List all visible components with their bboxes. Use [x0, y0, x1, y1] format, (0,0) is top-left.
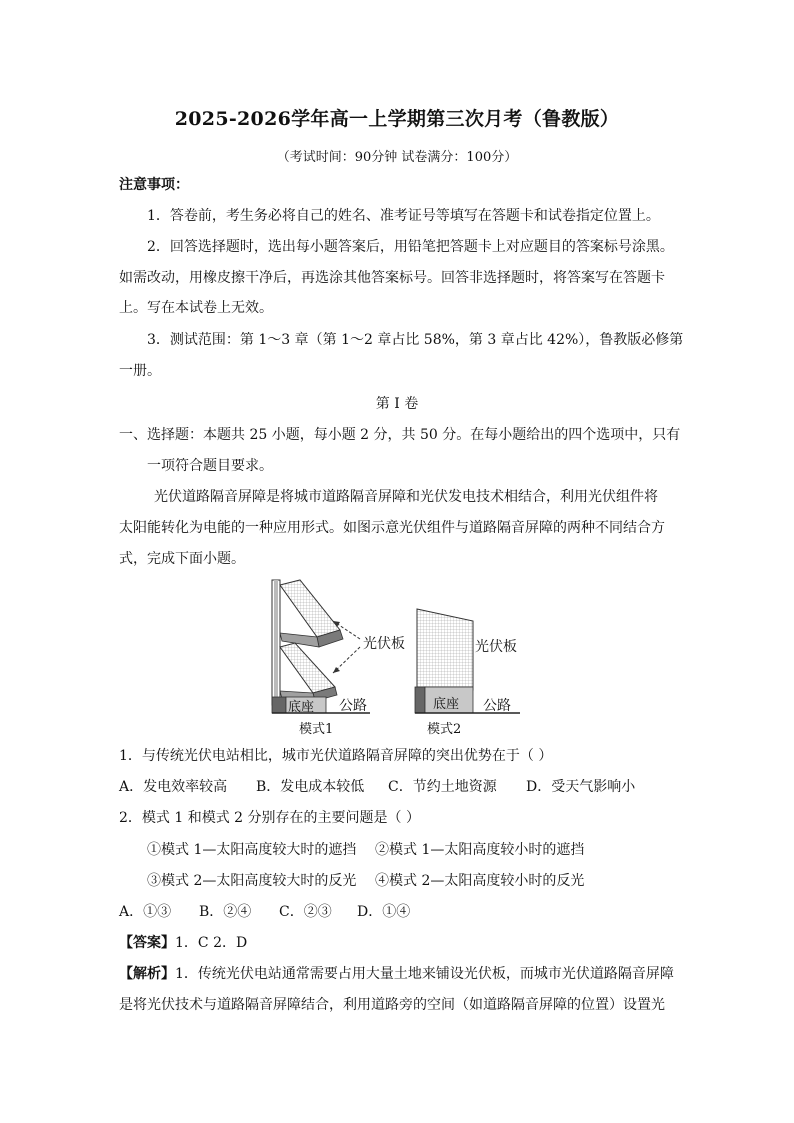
notice-item: 一册。 [119, 363, 161, 379]
statement-4: ④模式 2—太阳高度较小时的反光 [375, 873, 585, 889]
question-2-statements [147, 871, 584, 891]
analysis-label: 【解析】 [119, 966, 175, 982]
answer-label: 【答案】 [119, 935, 175, 951]
option-b: B．发电成本较低 [256, 779, 365, 795]
label-base: 底座 [433, 697, 460, 712]
caption-mode-2: 模式2 [427, 722, 462, 737]
notice-item: 如需改动，用橡皮擦干净后，再选涂其他答案标号。回答非选择题时，将答案写在答题卡 [119, 270, 665, 286]
pv-panel-upper [280, 580, 340, 637]
label-pv-panel: 光伏板 [475, 639, 517, 655]
question-1-options [119, 777, 635, 797]
analysis-text: 1．传统光伏电站通常需要占用大量土地来铺设光伏板，而城市光伏道路隔音屏障 [175, 966, 674, 982]
option-a: A．发电效率较高 [119, 779, 228, 795]
statement-1: ①模式 1—太阳高度较大时的遮挡 [147, 842, 357, 858]
analysis-line [119, 964, 674, 984]
pv-panel-underside [280, 633, 319, 647]
analysis-line: 是将光伏技术与道路隔音屏障结合，利用道路旁的空间（如道路隔音屏障的位置）设置光 [119, 997, 665, 1013]
answer-text: 1．C 2．D [175, 935, 248, 951]
pv-panel-lower [280, 643, 335, 693]
notice-item: 上。写在本试卷上无效。 [119, 300, 273, 316]
passage-line: 式，完成下面小题。 [119, 551, 245, 567]
notice-item: 3．测试范围：第 1～3 章（第 1～2 章占比 58%，第 3 章占比 42%），鲁教版必修第 [147, 332, 684, 348]
passage-line: 光伏道路隔音屏障是将城市道路隔音屏障和光伏发电技术相结合，利用光伏组件将 [154, 489, 658, 505]
pv-panel-vertical [417, 609, 473, 690]
section-heading: 一项符合题目要求。 [147, 458, 273, 474]
caption-mode-1: 模式1 [299, 722, 334, 737]
label-road: 公路 [339, 698, 367, 714]
question-2-stem: 2．模式 1 和模式 2 分别存在的主要问题是（ ） [119, 810, 420, 826]
barrier-diagram [255, 575, 535, 740]
volume-heading: 第 I 卷 [375, 396, 419, 412]
option-a: A．①③ [119, 904, 172, 920]
passage-line: 太阳能转化为电能的一种应用形式。如图示意光伏组件与道路隔音屏障的两种不同结合方 [119, 520, 665, 536]
exam-info: （考试时间：90分钟 试卷满分：100分） [276, 150, 518, 165]
mode-1-diagram [272, 580, 405, 737]
answer-line [119, 933, 247, 953]
page-title: 2025-2026学年高一上学期第三次月考（鲁教版） [174, 108, 620, 130]
base-block-dark [272, 697, 286, 713]
barrier-wall-shade [274, 580, 278, 705]
question-2-options [119, 902, 410, 922]
option-c: C．②③ [279, 904, 332, 920]
question-2-statements [147, 840, 584, 860]
notice-heading: 注意事项： [119, 177, 189, 193]
statement-3: ③模式 2—太阳高度较大时的反光 [147, 873, 357, 889]
option-d: D．①④ [357, 904, 411, 920]
statement-2: ②模式 1—太阳高度较小时的遮挡 [375, 842, 585, 858]
pointer-arrowhead [333, 667, 340, 673]
section-heading: 一、选择题：本题共 25 小题，每小题 2 分，共 50 分。在每小题给出的四个选项中，只有 [119, 427, 681, 443]
notice-item: 1．答卷前，考生务必将自己的姓名、准考证号等填写在答题卡和试卷指定位置上。 [147, 208, 660, 224]
base-block-dark [415, 687, 425, 713]
label-road: 公路 [483, 698, 511, 714]
question-1-stem: 1．与传统光伏电站相比，城市光伏道路隔音屏障的突出优势在于（ ） [119, 748, 553, 764]
mode-2-diagram [415, 609, 520, 737]
notice-item: 2．回答选择题时，选出每小题答案后，用铅笔把答题卡上对应题目的答案标号涂黑。 [147, 239, 674, 255]
label-pv-panel: 光伏板 [363, 636, 405, 652]
option-b: B．②④ [199, 904, 252, 920]
label-base: 底座 [288, 700, 315, 715]
option-c: C．节约土地资源 [388, 779, 497, 795]
option-d: D．受天气影响小 [526, 779, 636, 795]
